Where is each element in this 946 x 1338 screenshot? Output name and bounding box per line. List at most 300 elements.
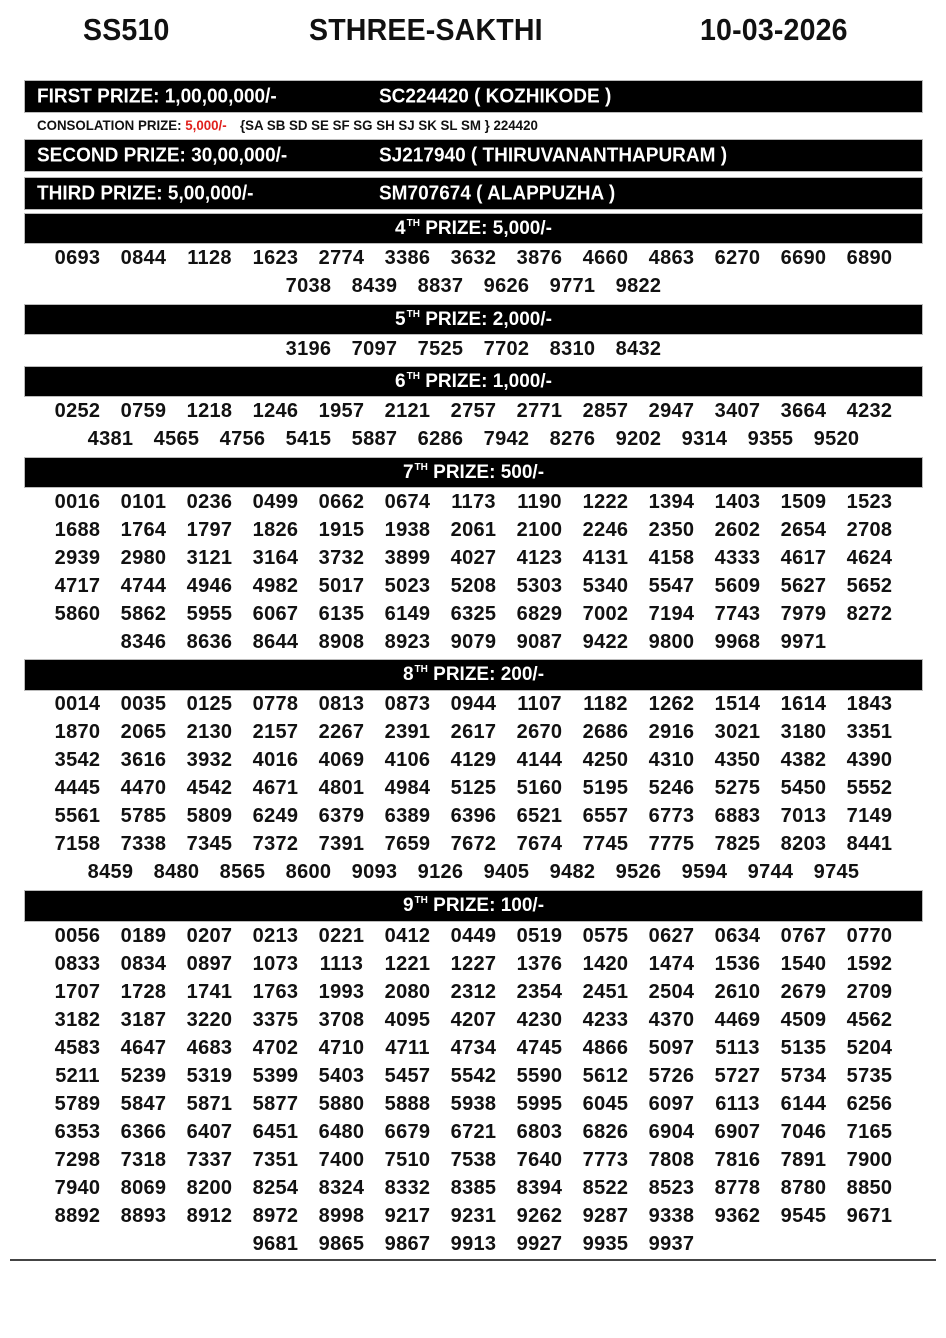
fifth-prize-bar xyxy=(25,305,922,334)
winning-number: 1797 xyxy=(186,518,233,541)
winning-number: 9287 xyxy=(582,1204,629,1227)
winning-number: 2350 xyxy=(648,518,695,541)
winning-number: 4734 xyxy=(450,1036,497,1059)
winning-number: 0662 xyxy=(318,490,365,513)
winning-number: 4745 xyxy=(516,1036,563,1059)
winning-number: 9262 xyxy=(516,1204,563,1227)
second-prize-label: SECOND PRIZE: 30,00,000/- xyxy=(37,144,288,166)
winning-number: 0236 xyxy=(186,490,233,513)
third-prize-winner: SM707674 ( ALAPPUZHA ) xyxy=(379,182,616,204)
winning-number: 8850 xyxy=(846,1176,893,1199)
winning-number: 9971 xyxy=(780,630,827,653)
winning-number: 3632 xyxy=(450,246,497,269)
winning-number: 5871 xyxy=(186,1092,233,1115)
winning-number: 2980 xyxy=(120,546,167,569)
winning-number: 1113 xyxy=(319,952,364,975)
winning-number: 7013 xyxy=(780,804,827,827)
winning-number: 4095 xyxy=(384,1008,431,1031)
winning-number: 9822 xyxy=(615,274,662,297)
winning-number: 7773 xyxy=(582,1148,629,1171)
winning-number: 4683 xyxy=(186,1036,233,1059)
winning-number: 4390 xyxy=(846,748,893,771)
winning-number: 1514 xyxy=(714,692,761,715)
winning-number: 6325 xyxy=(450,602,497,625)
ordinal-suffix: TH xyxy=(414,895,428,906)
ordinal: 8 xyxy=(402,664,414,685)
winning-number: 8998 xyxy=(318,1204,365,1227)
winning-number: 5450 xyxy=(780,776,827,799)
ordinal-suffix: TH xyxy=(406,217,420,229)
winning-number: 9482 xyxy=(549,860,596,883)
winning-number: 0056 xyxy=(54,924,101,947)
ordinal: 5 xyxy=(395,308,406,330)
winning-number: 2757 xyxy=(450,399,497,422)
winning-number: 6389 xyxy=(384,804,431,827)
winning-number: 2771 xyxy=(516,399,563,422)
prize-amount-label: PRIZE: 500/- xyxy=(427,461,545,483)
winning-number: 4562 xyxy=(846,1008,893,1031)
winning-number: 6379 xyxy=(318,804,365,827)
winning-number: 2602 xyxy=(714,518,761,541)
winning-number: 4756 xyxy=(219,427,266,450)
winning-number: 0693 xyxy=(54,246,101,269)
number-row xyxy=(25,272,922,300)
winning-number: 9079 xyxy=(450,630,497,653)
winning-number: 5457 xyxy=(384,1064,431,1087)
winning-number: 2100 xyxy=(516,518,563,541)
winning-number: 2267 xyxy=(318,720,365,743)
winning-number: 9927 xyxy=(516,1232,563,1255)
winning-number: 5590 xyxy=(516,1064,563,1087)
eighth-prize-numbers xyxy=(25,690,922,886)
winning-number: 6353 xyxy=(54,1120,101,1143)
winning-number: 8523 xyxy=(648,1176,695,1199)
winning-number: 1870 xyxy=(54,720,101,743)
winning-number: 7337 xyxy=(186,1148,233,1171)
winning-number: 6883 xyxy=(714,804,761,827)
winning-number: 8636 xyxy=(186,630,233,653)
winning-number: 8893 xyxy=(120,1204,167,1227)
winning-number: 4069 xyxy=(318,748,365,771)
winning-number: 6904 xyxy=(648,1120,695,1143)
winning-number: 2121 xyxy=(384,399,431,422)
prize-amount-label: PRIZE: 2,000/- xyxy=(419,308,552,330)
winning-number: 4565 xyxy=(153,427,200,450)
winning-number: 6690 xyxy=(780,246,827,269)
winning-number: 7659 xyxy=(384,832,431,855)
winning-number: 5135 xyxy=(780,1036,827,1059)
winning-number: 0844 xyxy=(120,246,167,269)
winning-number: 9626 xyxy=(483,274,530,297)
winning-number: 2061 xyxy=(450,518,497,541)
winning-number: 5552 xyxy=(846,776,893,799)
winning-number: 1763 xyxy=(252,980,299,1003)
winning-number: 7743 xyxy=(714,602,761,625)
winning-number: 4509 xyxy=(780,1008,827,1031)
winning-number: 6396 xyxy=(450,804,497,827)
winning-number: 8272 xyxy=(846,602,893,625)
winning-number: 6557 xyxy=(582,804,629,827)
winning-number: 9314 xyxy=(681,427,728,450)
winning-number: 3164 xyxy=(252,546,299,569)
winning-number: 1128 xyxy=(187,246,232,269)
winning-number: 4106 xyxy=(384,748,431,771)
winning-number: 8332 xyxy=(384,1176,431,1199)
winning-number: 5303 xyxy=(516,574,563,597)
winning-number: 8394 xyxy=(516,1176,563,1199)
winning-number: 9093 xyxy=(351,860,398,883)
winning-number: 5403 xyxy=(318,1064,365,1087)
winning-number: 1509 xyxy=(780,490,827,513)
winning-number: 6773 xyxy=(648,804,695,827)
winning-number: 2709 xyxy=(846,980,893,1003)
ninth-prize-bar xyxy=(25,891,922,921)
winning-number: 6721 xyxy=(450,1120,497,1143)
winning-number: 0759 xyxy=(120,399,167,422)
winning-number: 7825 xyxy=(714,832,761,855)
fifth-prize-title xyxy=(395,309,552,331)
number-row xyxy=(25,335,922,363)
winning-number: 5211 xyxy=(55,1064,100,1087)
winning-number: 4744 xyxy=(120,574,167,597)
winning-number: 8892 xyxy=(54,1204,101,1227)
winning-number: 5877 xyxy=(252,1092,299,1115)
winning-number: 1728 xyxy=(120,980,167,1003)
winning-number: 7097 xyxy=(351,337,398,360)
winning-number: 7775 xyxy=(648,832,695,855)
winning-number: 1843 xyxy=(846,692,893,715)
draw-code: SS510 xyxy=(83,12,170,47)
winning-number: 1536 xyxy=(714,952,761,975)
draw-date: 10-03-2026 xyxy=(700,12,848,47)
winning-number: 9520 xyxy=(813,427,860,450)
winning-number: 8439 xyxy=(351,274,398,297)
winning-number: 0213 xyxy=(252,924,299,947)
bottom-divider xyxy=(10,1259,936,1261)
winning-number: 4250 xyxy=(582,748,629,771)
winning-number: 8310 xyxy=(549,337,596,360)
winning-number: 3196 xyxy=(285,337,332,360)
winning-number: 9671 xyxy=(846,1204,893,1227)
winning-number: 7674 xyxy=(516,832,563,855)
winning-number: 4027 xyxy=(450,546,497,569)
winning-number: 7640 xyxy=(516,1148,563,1171)
number-row xyxy=(25,1146,922,1174)
sixth-prize-title xyxy=(395,371,552,393)
winning-number: 4801 xyxy=(318,776,365,799)
winning-number: 1523 xyxy=(846,490,893,513)
winning-number: 0101 xyxy=(120,490,167,513)
number-row xyxy=(25,1062,922,1090)
winning-number: 9338 xyxy=(648,1204,695,1227)
winning-number: 6803 xyxy=(516,1120,563,1143)
winning-number: 3899 xyxy=(384,546,431,569)
winning-number: 7672 xyxy=(450,832,497,855)
winning-number: 3121 xyxy=(186,546,233,569)
winning-number: 8324 xyxy=(318,1176,365,1199)
winning-number: 4671 xyxy=(252,776,299,799)
winning-number: 4207 xyxy=(450,1008,497,1031)
winning-number: 6149 xyxy=(384,602,431,625)
winning-number: 8972 xyxy=(252,1204,299,1227)
winning-number: 2130 xyxy=(186,720,233,743)
winning-number: 2451 xyxy=(582,980,629,1003)
winning-number: 4866 xyxy=(582,1036,629,1059)
winning-number: 9913 xyxy=(450,1232,497,1255)
winning-number: 7165 xyxy=(846,1120,893,1143)
winning-number: 2617 xyxy=(450,720,497,743)
number-row xyxy=(25,244,922,272)
winning-number: 4233 xyxy=(582,1008,629,1031)
winning-number: 2654 xyxy=(780,518,827,541)
winning-number: 7194 xyxy=(648,602,695,625)
winning-number: 4624 xyxy=(846,546,893,569)
ordinal-suffix: TH xyxy=(414,461,428,473)
winning-number: 3386 xyxy=(384,246,431,269)
winning-number: 6113 xyxy=(715,1092,760,1115)
winning-number: 0449 xyxy=(450,924,497,947)
fifth-prize-numbers xyxy=(25,335,922,363)
winning-number: 4982 xyxy=(252,574,299,597)
winning-number: 2065 xyxy=(120,720,167,743)
third-prize-bar xyxy=(25,178,922,209)
second-prize-winner: SJ217940 ( THIRUVANANTHAPURAM ) xyxy=(379,144,728,166)
number-row xyxy=(25,830,922,858)
winning-number: 0519 xyxy=(516,924,563,947)
winning-number: 1614 xyxy=(780,692,827,715)
consolation-amount: 5,000/- xyxy=(185,117,227,133)
winning-number: 5547 xyxy=(648,574,695,597)
winning-number: 8778 xyxy=(714,1176,761,1199)
winning-number: 7002 xyxy=(582,602,629,625)
winning-number: 0674 xyxy=(384,490,431,513)
number-row xyxy=(25,1202,922,1230)
winning-number: 1474 xyxy=(648,952,695,975)
winning-number: 3708 xyxy=(318,1008,365,1031)
winning-number: 8565 xyxy=(219,860,266,883)
eighth-prize-title xyxy=(403,664,544,686)
winning-number: 0778 xyxy=(252,692,299,715)
winning-number: 5125 xyxy=(450,776,497,799)
winning-number: 8522 xyxy=(582,1176,629,1199)
winning-number: 5097 xyxy=(648,1036,695,1059)
winning-number: 5239 xyxy=(120,1064,167,1087)
winning-number: 4469 xyxy=(714,1008,761,1031)
winning-number: 5612 xyxy=(582,1064,629,1087)
winning-number: 1688 xyxy=(54,518,101,541)
winning-number: 0834 xyxy=(120,952,167,975)
ordinal-suffix: TH xyxy=(406,308,420,320)
winning-number: 9937 xyxy=(648,1232,695,1255)
winning-number: 3182 xyxy=(54,1008,101,1031)
winning-number: 8200 xyxy=(186,1176,233,1199)
winning-number: 1246 xyxy=(252,399,299,422)
number-row xyxy=(25,718,922,746)
ordinal: 6 xyxy=(395,370,406,392)
number-row xyxy=(25,397,922,425)
winning-number: 3932 xyxy=(186,748,233,771)
winning-number: 4583 xyxy=(54,1036,101,1059)
winning-number: 5204 xyxy=(846,1036,893,1059)
winning-number: 4016 xyxy=(252,748,299,771)
winning-number: 0627 xyxy=(648,924,695,947)
winning-number: 7046 xyxy=(780,1120,827,1143)
winning-number: 2391 xyxy=(384,720,431,743)
winning-number: 5726 xyxy=(648,1064,695,1087)
winning-number: 9362 xyxy=(714,1204,761,1227)
result-header xyxy=(0,8,946,54)
winning-number: 8441 xyxy=(846,832,893,855)
winning-number: 7351 xyxy=(252,1148,299,1171)
winning-number: 9681 xyxy=(252,1232,299,1255)
winning-number: 5017 xyxy=(318,574,365,597)
winning-number: 9545 xyxy=(780,1204,827,1227)
winning-number: 1403 xyxy=(714,490,761,513)
winning-number: 9935 xyxy=(582,1232,629,1255)
number-row xyxy=(25,1174,922,1202)
winning-number: 5785 xyxy=(120,804,167,827)
winning-number: 9865 xyxy=(318,1232,365,1255)
ordinal: 7 xyxy=(402,461,414,483)
lottery-name: STHREE-SAKTHI xyxy=(309,12,543,47)
number-row xyxy=(25,1090,922,1118)
winning-number: 5847 xyxy=(120,1092,167,1115)
winning-number: 2670 xyxy=(516,720,563,743)
winning-number: 3351 xyxy=(846,720,893,743)
number-row xyxy=(25,516,922,544)
winning-number: 5652 xyxy=(846,574,893,597)
winning-number: 4470 xyxy=(120,776,167,799)
prize-amount-label: PRIZE: 200/- xyxy=(427,664,545,685)
winning-number: 9526 xyxy=(615,860,662,883)
prize-amount-label: PRIZE: 100/- xyxy=(427,895,545,916)
winning-number: 0873 xyxy=(384,692,431,715)
winning-number: 7816 xyxy=(714,1148,761,1171)
winning-number: 1938 xyxy=(384,518,431,541)
number-row xyxy=(25,488,922,516)
winning-number: 2354 xyxy=(516,980,563,1003)
winning-number: 1540 xyxy=(780,952,827,975)
winning-number: 5561 xyxy=(54,804,101,827)
winning-number: 2774 xyxy=(318,246,365,269)
winning-number: 9744 xyxy=(747,860,794,883)
winning-number: 9771 xyxy=(549,274,596,297)
winning-number: 1073 xyxy=(252,952,299,975)
winning-number: 1376 xyxy=(516,952,563,975)
winning-number: 1173 xyxy=(451,490,496,513)
winning-number: 2916 xyxy=(648,720,695,743)
winning-number: 2857 xyxy=(582,399,629,422)
winning-number: 1107 xyxy=(517,692,562,715)
winning-number: 5938 xyxy=(450,1092,497,1115)
winning-number: 6480 xyxy=(318,1120,365,1143)
sixth-prize-bar xyxy=(25,367,922,396)
winning-number: 4158 xyxy=(648,546,695,569)
winning-number: 8923 xyxy=(384,630,431,653)
eighth-prize-bar xyxy=(25,660,922,690)
winning-number: 9968 xyxy=(714,630,761,653)
winning-number: 6366 xyxy=(120,1120,167,1143)
winning-number: 3220 xyxy=(186,1008,233,1031)
winning-number: 5319 xyxy=(186,1064,233,1087)
number-row xyxy=(25,544,922,572)
winning-number: 9405 xyxy=(483,860,530,883)
winning-number: 9355 xyxy=(747,427,794,450)
number-row xyxy=(25,1118,922,1146)
winning-number: 9745 xyxy=(813,860,860,883)
winning-number: 0897 xyxy=(186,952,233,975)
winning-number: 3187 xyxy=(120,1008,167,1031)
winning-number: 4333 xyxy=(714,546,761,569)
winning-number: 0189 xyxy=(120,924,167,947)
winning-number: 1764 xyxy=(120,518,167,541)
winning-number: 0770 xyxy=(846,924,893,947)
winning-number: 7338 xyxy=(120,832,167,855)
winning-number: 3180 xyxy=(780,720,827,743)
winning-number: 2939 xyxy=(54,546,101,569)
winning-number: 3616 xyxy=(120,748,167,771)
winning-number: 5789 xyxy=(54,1092,101,1115)
number-row xyxy=(25,950,922,978)
winning-number: 4647 xyxy=(120,1036,167,1059)
winning-number: 5246 xyxy=(648,776,695,799)
winning-number: 7808 xyxy=(648,1148,695,1171)
winning-number: 2246 xyxy=(582,518,629,541)
number-row xyxy=(25,922,922,950)
winning-number: 9202 xyxy=(615,427,662,450)
winning-number: 0767 xyxy=(780,924,827,947)
winning-number: 7038 xyxy=(285,274,332,297)
winning-number: 8069 xyxy=(120,1176,167,1199)
winning-number: 5734 xyxy=(780,1064,827,1087)
winning-number: 5887 xyxy=(351,427,398,450)
winning-number: 1826 xyxy=(252,518,299,541)
winning-number: 8203 xyxy=(780,832,827,855)
winning-number: 5727 xyxy=(714,1064,761,1087)
winning-number: 2679 xyxy=(780,980,827,1003)
winning-number: 0221 xyxy=(318,924,365,947)
winning-number: 9594 xyxy=(681,860,728,883)
winning-number: 1394 xyxy=(648,490,695,513)
winning-number: 7979 xyxy=(780,602,827,625)
winning-number: 9422 xyxy=(582,630,629,653)
winning-number: 6521 xyxy=(516,804,563,827)
winning-number: 9867 xyxy=(384,1232,431,1255)
winning-number: 5275 xyxy=(714,776,761,799)
winning-number: 4445 xyxy=(54,776,101,799)
winning-number: 1221 xyxy=(384,952,431,975)
winning-number: 4123 xyxy=(516,546,563,569)
winning-number: 5888 xyxy=(384,1092,431,1115)
winning-number: 2080 xyxy=(384,980,431,1003)
winning-number: 4660 xyxy=(582,246,629,269)
winning-number: 6407 xyxy=(186,1120,233,1143)
winning-number: 4542 xyxy=(186,776,233,799)
winning-number: 6679 xyxy=(384,1120,431,1143)
winning-number: 4946 xyxy=(186,574,233,597)
winning-number: 5113 xyxy=(715,1036,760,1059)
winning-number: 8276 xyxy=(549,427,596,450)
fourth-prize-bar xyxy=(25,214,922,243)
winning-number: 7158 xyxy=(54,832,101,855)
winning-number: 6451 xyxy=(252,1120,299,1143)
winning-number: 3732 xyxy=(318,546,365,569)
winning-number: 0207 xyxy=(186,924,233,947)
winning-number: 1741 xyxy=(186,980,233,1003)
winning-number: 5809 xyxy=(186,804,233,827)
winning-number: 5609 xyxy=(714,574,761,597)
winning-number: 5415 xyxy=(285,427,332,450)
